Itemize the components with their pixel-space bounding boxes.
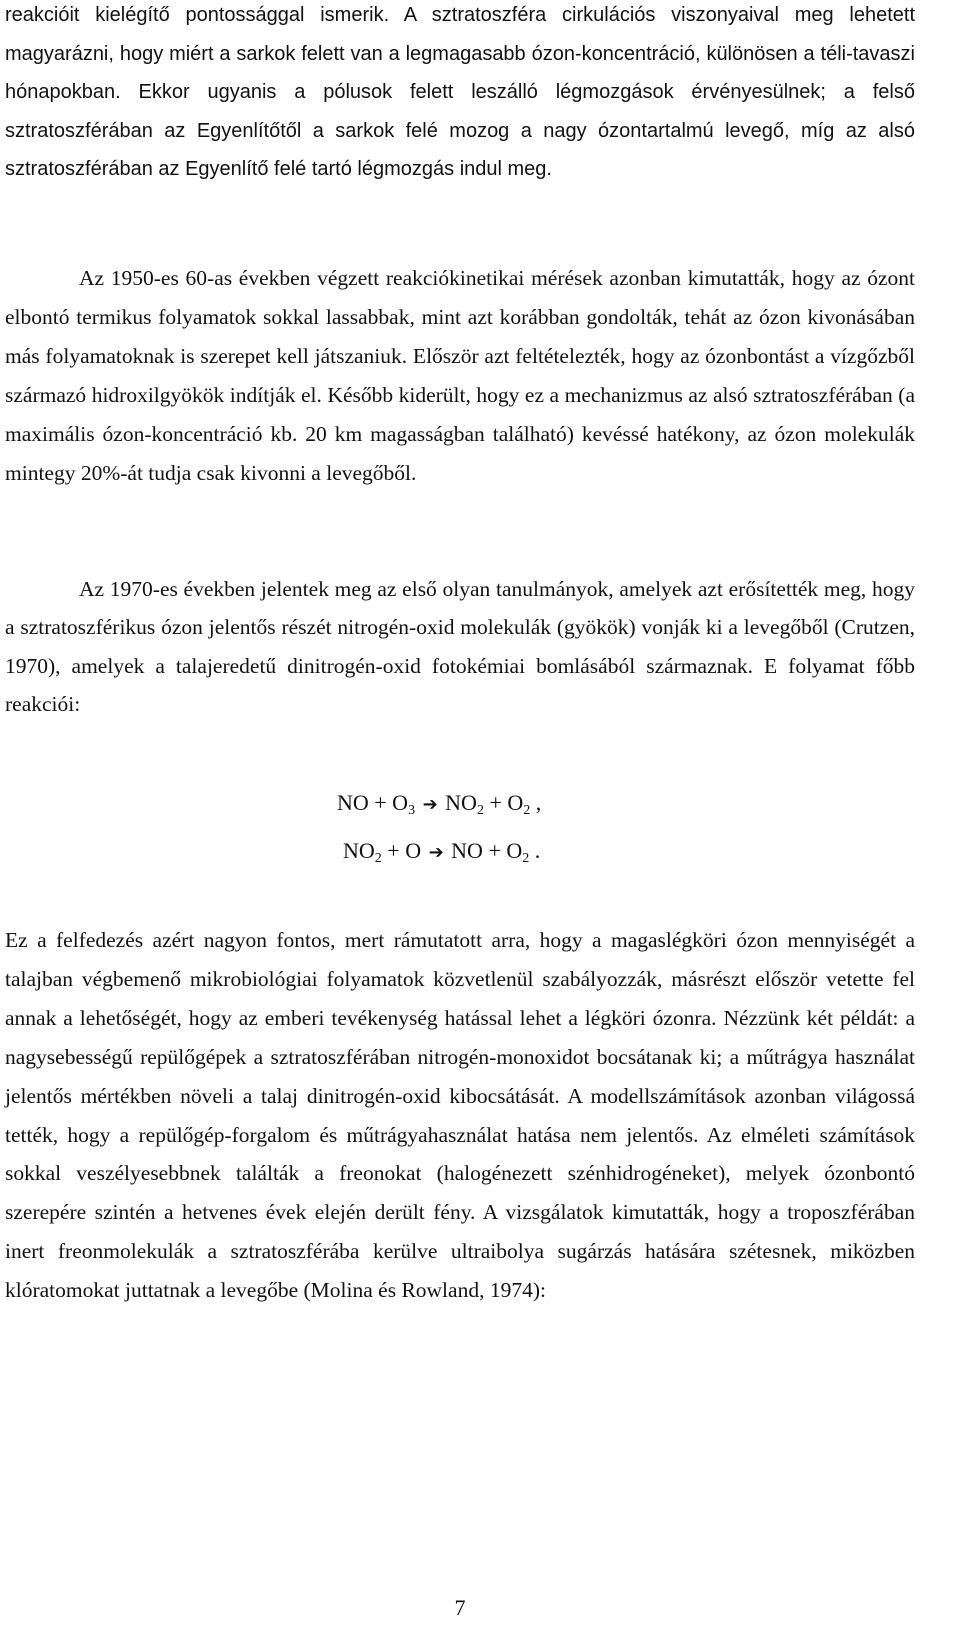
paragraph-nitrogen-oxides: Az 1970-es években jelentek meg az első olyan tanulmányok, amelyek azt erősítették meg, hogy a sztratoszférikus ózon jelentős részét nitrogén-oxid molekulák (gyökök) vonják ki a levegőből (Crutzen, 1970), amelyek a talajeredetű dinitrogén-oxid fotokémiai bomlásából származnak. E folyamat főbb reakciói:	[5, 577, 915, 716]
eq1-rhs-2-sub: 2	[523, 803, 531, 818]
eq2-lhs-2: + O	[381, 838, 422, 863]
eq1-lhs-sub: 3	[408, 803, 416, 818]
arrow-icon: ➔	[422, 794, 438, 815]
equation-2	[343, 838, 540, 867]
eq1-rhs-1: NO	[445, 790, 477, 815]
eq1-rhs-2: + O	[483, 790, 524, 815]
eq2-lhs-1: NO	[343, 838, 375, 863]
page-number: 7	[454, 1595, 466, 1620]
eq2-tail: .	[529, 838, 541, 863]
paragraph-importance: Ez a felfedezés azért nagyon fontos, mert rámutatott arra, hogy a magaslégköri ózon mennyiségét a talajban végbemenő mikrobiológiai folyamatok közvetlenül szabályozzák, másrészt először vetette fel annak a lehetőségét, hogy az emberi tevékenység hatással lehet a légköri ózonra. Nézzünk két példát: a nagysebességű repülőgépek a sztratoszférában nitrogén-monoxidot bocsátanak ki; a műtrágya használat jelentős mértékben növeli a talaj dinitrogén-oxid kibocsátását. A modellszámítások azonban világossá tették, hogy a repülőgép-forgalom és műtrágyahasználat hatása nem jelentős. Az elméleti számítások sokkal veszélyesebbnek találták a freonokat (halogénezett szénhidrogéneket), melyek ózonbontó szerepére szintén a hetvenes évek elején derült fény. A vizsgálatok kimutatták, hogy a troposzférában inert freonmolekulák a sztratoszférába kerülve ultraibolya sugárzás hatására szétesnek, miközben klóratomokat juttatnak a levegőbe (Molina és Rowland, 1974):	[5, 928, 915, 1303]
eq1-lhs: NO + O	[337, 790, 409, 815]
eq1-rhs-1-sub: 2	[476, 803, 484, 818]
equation-1	[337, 790, 541, 819]
eq1-tail: ,	[530, 790, 542, 815]
document-page	[5, 0, 915, 1640]
paragraph-kinetics: Az 1950-es 60-as években végzett reakciókinetikai mérések azonban kimutatták, hogy az ózont elbontó termikus folyamatok sokkal lassabbak, mint azt korábban gondolták, tehát az ózon kivonásában más folyamatoknak is szerepet kell játszaniuk. Először azt feltételezték, hogy az ózonbontást a vízgőzből származó hidroxilgyökök indítják el. Később kiderült, hogy ez a mechanizmus az alsó sztratoszférában (a maximális ózon-koncentráció kb. 20 km magasságban található) kevéssé hatékony, az ózon molekulák mintegy 20%-át tudja csak kivonni a levegőből.	[5, 266, 915, 486]
eq2-rhs: NO + O	[451, 838, 523, 863]
eq2-rhs-sub: 2	[522, 851, 530, 866]
eq2-lhs-1-sub: 2	[374, 851, 382, 866]
paragraph-continuation: reakcióit kielégítő pontossággal ismerik. A sztratoszféra cirkulációs viszonyaival meg lehetett magyarázni, hogy miért a sarkok felett van a legmagasabb ózon-koncentráció, különösen a téli-tavaszi hónapokban. Ekkor ugyanis a pólusok felett leszálló légmozgások érvényesülnek; a felső sztratoszférában az Egyenlítőtől a sarkok felé mozog a nagy ózontartalmú levegő, míg az alsó sztratoszférában az Egyenlítő felé tartó légmozgás indul meg.	[5, 4, 915, 181]
arrow-icon: ➔	[428, 842, 444, 863]
